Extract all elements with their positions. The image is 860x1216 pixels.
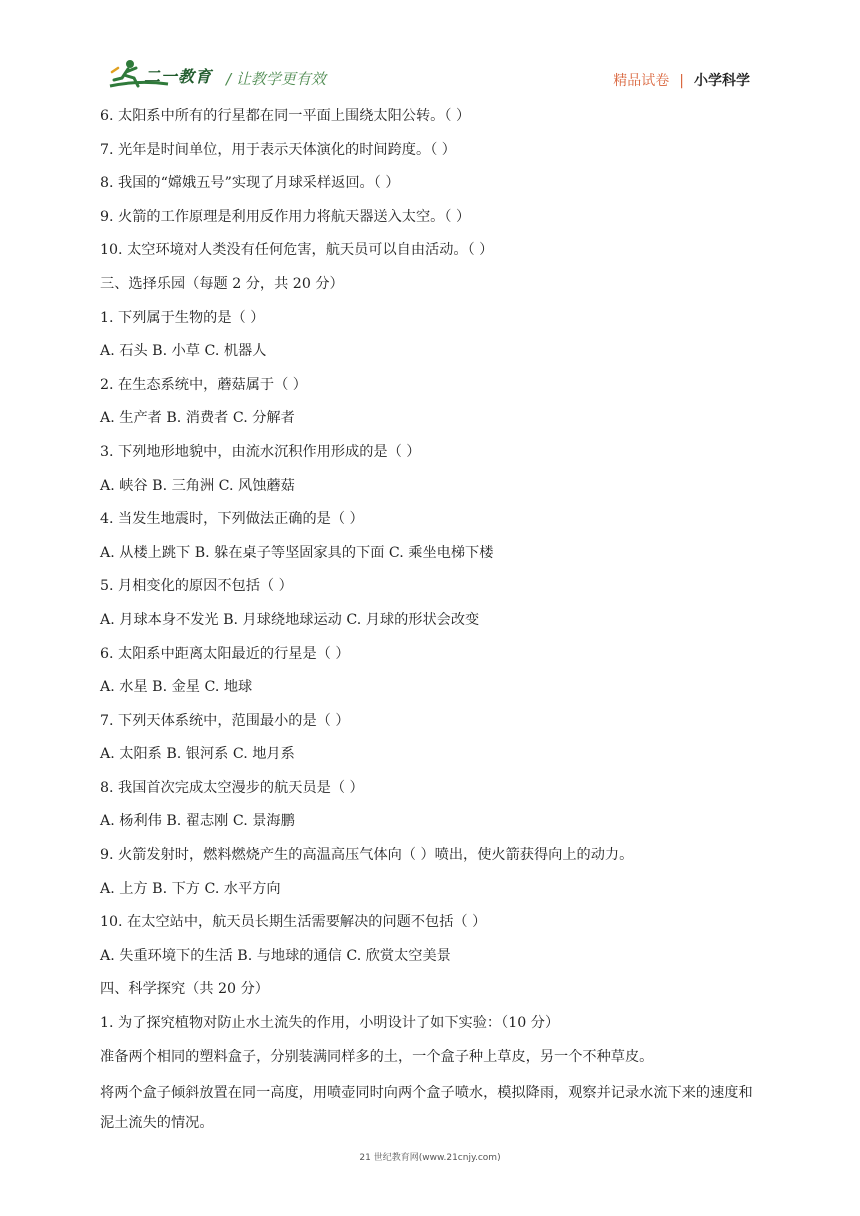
question-line: 8. 我国的“嫦娥五号”实现了月球采样返回。（ ） xyxy=(100,175,400,192)
question-line: 8. 我国首次完成太空漫步的航天员是（ ） xyxy=(100,779,364,796)
brand-slogan: / 让教学更有效 xyxy=(226,70,326,88)
document-body xyxy=(100,104,766,1140)
page-header xyxy=(0,0,860,100)
tag-subject: 小学科学 xyxy=(694,73,750,89)
tag-separator: | xyxy=(679,73,684,89)
question-line: 7. 下列天体系统中，范围最小的是（ ） xyxy=(100,712,350,729)
paragraph-text: 将两个盒子倾斜放置在同一高度，用喷壶同时向两个盒子喷水，模拟降雨，观察并记录水流下来的速度和泥土流失的情况。 xyxy=(100,1085,753,1132)
answer-options: A. 月球本身不发光 B. 月球绕地球运动 C. 月球的形状会改变 xyxy=(100,611,480,628)
question-line: 1. 下列属于生物的是（ ） xyxy=(100,309,265,326)
question-line: 10. 在太空站中，航天员长期生活需要解决的问题不包括（ ） xyxy=(100,914,487,931)
question-line: 6. 太阳系中所有的行星都在同一平面上围绕太阳公转。（ ） xyxy=(100,108,471,124)
question-line: 6. 太阳系中距离太阳最近的行星是（ ） xyxy=(100,645,350,662)
answer-options: A. 杨利伟 B. 翟志刚 C. 景海鹏 xyxy=(100,813,295,830)
question-line: 9. 火箭的工作原理是利用反作用力将航天器送入太空。（ ） xyxy=(100,208,471,225)
answer-options: A. 石头 B. 小草 C. 机器人 xyxy=(100,343,267,360)
question-line: 9. 火箭发射时，燃料燃烧产生的高温高压气体向（ ）喷出，使火箭获得向上的动力。 xyxy=(100,847,634,864)
header-tags xyxy=(613,70,750,90)
question-line: 3. 下列地形地貌中，由流水沉积作用形成的是（ ） xyxy=(100,443,421,460)
tag-quality-paper: 精品试卷 xyxy=(613,73,670,89)
answer-options: A. 失重环境下的生活 B. 与地球的通信 C. 欣赏太空美景 xyxy=(100,947,451,964)
answer-options: A. 水星 B. 金星 C. 地球 xyxy=(100,679,253,696)
answer-options: A. 峡谷 B. 三角洲 C. 风蚀蘑菇 xyxy=(100,477,295,494)
question-line: 10. 太空环境对人类没有任何危害，航天员可以自由活动。（ ） xyxy=(100,242,494,259)
answer-options: A. 上方 B. 下方 C. 水平方向 xyxy=(100,880,281,897)
section-heading: 三、选择乐园（每题 2 分，共 20 分） xyxy=(100,275,344,292)
paragraph-text: 准备两个相同的塑料盒子，分别装满同样多的土，一个盒子种上草皮，另一个不种草皮。 xyxy=(100,1048,654,1065)
page-footer: 21 世纪教育网(www.21cnjy.com) xyxy=(359,1153,501,1163)
section-heading: 四、科学探究（共 20 分） xyxy=(100,981,269,998)
answer-options: A. 从楼上跳下 B. 躲在桌子等坚固家具的下面 C. 乘坐电梯下楼 xyxy=(100,544,494,561)
question-line: 5. 月相变化的原因不包括（ ） xyxy=(100,578,293,595)
answer-options: A. 太阳系 B. 银河系 C. 地月系 xyxy=(100,746,295,763)
question-line: 7. 光年是时间单位，用于表示天体演化的时间跨度。（ ） xyxy=(100,141,456,158)
question-line: 1. 为了探究植物对防止水土流失的作用，小明设计了如下实验：（10 分） xyxy=(100,1015,560,1032)
question-line: 2. 在生态系统中，蘑菇属于（ ） xyxy=(100,376,307,393)
brand-name: 二一教育 xyxy=(144,67,213,86)
answer-options: A. 生产者 B. 消费者 C. 分解者 xyxy=(100,410,295,427)
question-line: 4. 当发生地震时，下列做法正确的是（ ） xyxy=(100,511,364,528)
